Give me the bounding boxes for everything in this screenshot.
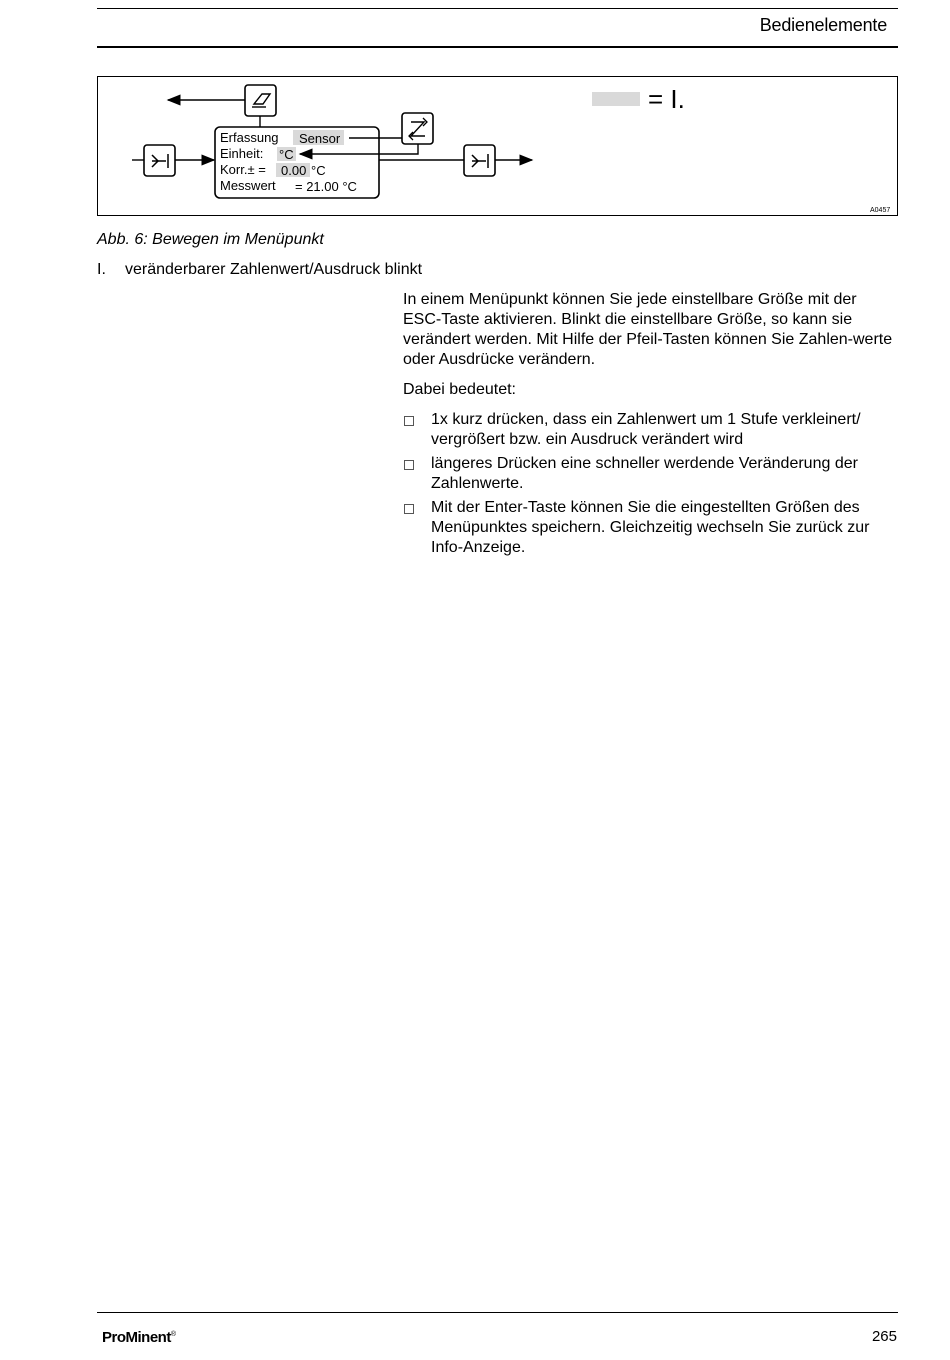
registered-mark: ® bbox=[170, 1331, 176, 1338]
lcd-unit-korr: °C bbox=[311, 163, 326, 178]
header-top-rule bbox=[97, 8, 898, 9]
paragraph-intro: In einem Menüpunkt können Sie jede einstellbare Größe mit der ESC-Taste aktivieren. Blinkt die einstellbare Größe, so kann sie verändert werden. Mit Hilfe der Pfeil-Tasten können Sie Zahlen-werte oder Ausdrücke verändern. bbox=[403, 291, 893, 368]
legend-highlight-swatch bbox=[592, 92, 640, 106]
lcd-value-erfassung: Sensor bbox=[299, 131, 341, 146]
bullet-square-icon bbox=[404, 460, 414, 470]
lcd-label-messwert: Messwert bbox=[220, 178, 276, 193]
footer-rule bbox=[97, 1312, 898, 1313]
page-number: 265 bbox=[871, 1328, 897, 1345]
lcd-value-einheit: °C bbox=[279, 147, 294, 162]
list-item bbox=[403, 410, 893, 450]
bullet-square-icon bbox=[404, 416, 414, 426]
enter-key-icon bbox=[144, 145, 175, 176]
list-item bbox=[403, 498, 893, 558]
legend-number: I. bbox=[97, 261, 106, 278]
lcd-label-erfassung: Erfassung bbox=[220, 130, 279, 145]
legend-text: veränderbarer Zahlenwert/Ausdruck blinkt bbox=[125, 261, 423, 278]
lcd-value-korr: 0.00 bbox=[281, 163, 307, 178]
page-header-title: Bedienelemente bbox=[759, 15, 887, 35]
logo-text: ProMinent bbox=[102, 1329, 171, 1346]
lcd-label-korr: Korr.± = bbox=[220, 162, 266, 177]
figure-legend-item bbox=[97, 261, 422, 279]
bullet-list bbox=[403, 410, 893, 558]
figure-id: A0457 bbox=[870, 207, 891, 214]
figure-diagram bbox=[98, 77, 897, 215]
paragraph-dabei: Dabei bedeutet: bbox=[403, 381, 516, 398]
lcd-label-einheit: Einheit: bbox=[220, 146, 264, 161]
list-item-text: längeres Drücken eine schneller werdende Veränderung der Zahlenwerte. bbox=[431, 455, 858, 492]
figure-caption: Abb. 6: Bewegen im Menüpunkt bbox=[97, 231, 324, 248]
body-text bbox=[403, 290, 893, 562]
esc-key-icon bbox=[245, 85, 276, 116]
list-item-text: 1x kurz drücken, dass ein Zahlenwert um 1 Stufe verkleinert/ vergrößert bzw. ein Ausdruck verändert wird bbox=[431, 411, 861, 448]
enter-key-icon bbox=[464, 145, 495, 176]
arrow-keys-icon bbox=[402, 113, 433, 144]
bullet-square-icon bbox=[404, 504, 414, 514]
menu-navigation-figure bbox=[97, 76, 898, 216]
list-item-text: Mit der Enter-Taste können Sie die eingestellten Größen des Menüpunktes speichern. Gleichzeitig wechseln Sie zurück zur Info-Anzeige. bbox=[431, 499, 870, 556]
legend-marker-text: = I. bbox=[648, 84, 685, 114]
list-item bbox=[403, 454, 893, 494]
header-bottom-rule bbox=[97, 46, 898, 48]
lcd-value-messwert: = 21.00 °C bbox=[295, 179, 357, 194]
prominent-logo bbox=[102, 1329, 176, 1346]
